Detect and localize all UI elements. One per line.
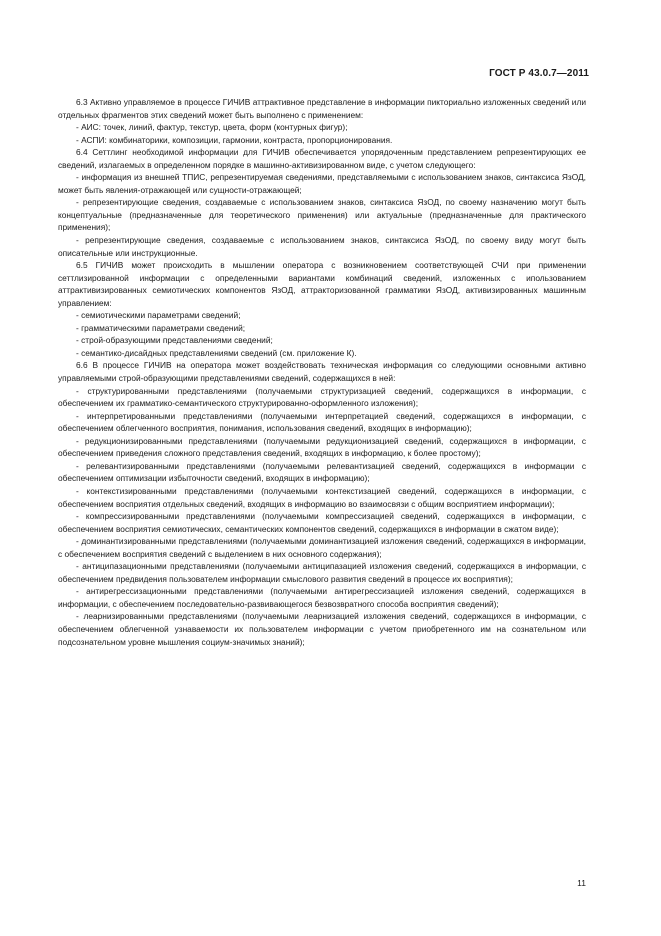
list-item: - АСПИ: комбинаторики, композиции, гармонии, контраста, пропорционирования. <box>76 134 393 145</box>
list-item: - леарнизированными представлениями (получаемыми леарнизацией изложения сведений, содержащихся в информации, с обеспечением облегченной узнаваемости их пользователем информации с учетом приобретенного им на сознательном или подсознательном уровне мышления социум-значимых знаний); <box>58 611 586 647</box>
list-item: - компрессизированными представлениями (получаемыми компрессизацией сведений, содержащихся в информации, с обеспечением восприятия семиотических, семантических компонентов сведений, содержащихся в информации в сжатом виде); <box>58 511 586 534</box>
list-item: - АИС: точек, линий, фактур, текстур, цвета, форм (контурных фигур); <box>76 122 348 133</box>
list-item: - контекстизированными представлениями (получаемыми контекстизацией сведений, содержащихся в информации, с обеспечением восприятия отдельных сведений, входящих в информацию во взаимосвязи с общим восприятием информации); <box>58 485 586 509</box>
list-item: - редукционизированными представлениями (получаемыми редукционизацией сведений, содержащихся в информации, с обеспечением приведения сложного представления сведений, входящих в информацию, к более простому); <box>58 435 586 459</box>
standard-header: ГОСТ Р 43.0.7—2011 <box>489 68 589 79</box>
list-item: - репрезентирующие сведения, создаваемые с использованием знаков, синтаксиса ЯзОД, по своему назначению могут быть концептуальные (предназначенные для теоретического применения) или актуальные (предназначенные для практического применения); <box>58 197 586 233</box>
paragraph-6-4: 6.4 Сеттлинг необходимой информации для ГИЧИВ обеспечивается упорядоченным представлением репрезентирующих ее сведений, излагаемых в определенном порядке в машинно-активизированном виде, с учетом следующего: <box>58 147 586 170</box>
paragraph-6-5: 6.5 ГИЧИВ может происходить в мышлении оператора с возникновением соответствующей СЧИ при применении сеттлизированной информации с определенными вариантами комбинаций сведений, изложенных с ипользованием аттрактивизированных семиотических компонентов ЯзОД, аттракторизованной грамматики ЯзОД, активизированных машинным управлением: <box>58 260 586 308</box>
list-item: - интерпретированными представлениями (получаемыми интерпретацией сведений, содержащихся в информации, с обеспечением облегченного восприятия, понимания, использования сведений, входящих в информацию); <box>58 410 586 434</box>
list-item: - релевантизированными представлениями (получаемыми релевантизацией сведений, содержащихся в информации с обеспечением оптимизации избыточности сведений, входящих в информацию); <box>58 460 586 484</box>
list-item: - репрезентирующие сведения, создаваемые с использованием знаков, синтаксиса ЯзОД, по своему виду могут быть описательные или инструкционные. <box>58 235 586 258</box>
list-item: - антиципазационными представлениями (получаемыми антиципазацией изложения сведений, содержащихся в информации, с обеспечением предвидения пользователем информации смыслового развития сведений в процессе их восприятия); <box>58 561 586 584</box>
list-item: - доминантизированными представлениями (получаемыми доминантизацией изложения сведений, содержащихся в информации, с обеспечением восприятия сведений с выделением в них основного содержания); <box>58 536 586 559</box>
document-body <box>58 96 586 648</box>
list-item: - грамматическими параметрами сведений; <box>76 322 246 333</box>
list-item: - структурированными представлениями (получаемыми структуризацией сведений, содержащихся в информации, с обеспечением их грамматико-семантического структурированно-оформленного изложения); <box>58 385 586 409</box>
page-number: 11 <box>577 878 586 888</box>
paragraph-6-3: 6.3 Активно управляемое в процессе ГИЧИВ аттрактивное представление в информации пикториально изложенных сведений или отдельных фрагментов этих сведений может быть выполнено с применением: <box>58 97 586 120</box>
list-item: - строй-образующими представлениями сведений; <box>76 335 273 346</box>
paragraph-6-6: 6.6 В процессе ГИЧИВ на оператора может воздействовать техническая информация со следующими основными активно управляемыми строй-образующими представлениями сведений, содержащихся в ней: <box>58 360 586 384</box>
list-item: - антирегрессизационными представлениями (получаемыми антирегрессизацией изложения сведений, содержащихся в информации, с обеспечением последовательно-развивающегося безвозвратного способа восприятия сведений); <box>58 586 586 609</box>
list-item: - семантико-дисайдных представлениями сведений (см. приложение К). <box>76 347 357 358</box>
list-item: - информация из внешней ТПИС, репрезентируемая сведениями, представляемыми с использованием знаков, синтаксиса ЯзОД, может быть явления-отражающей или сущности-отражающей; <box>58 172 586 195</box>
list-item: - семиотическими параметрами сведений; <box>76 310 241 321</box>
